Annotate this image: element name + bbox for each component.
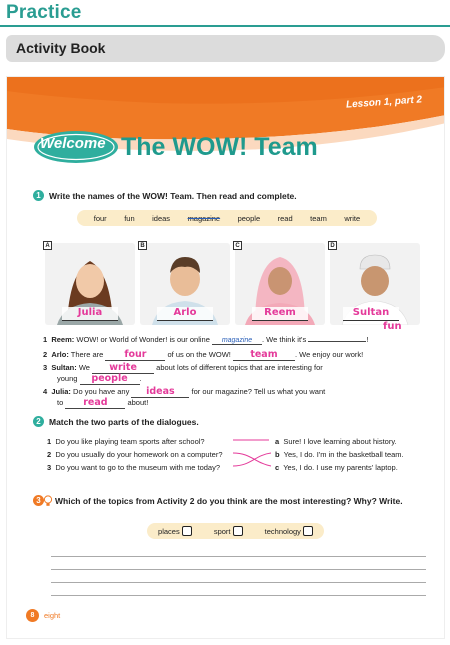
answer-magazine: magazine <box>221 337 253 344</box>
topic-places: places <box>158 526 192 536</box>
photo-letter: B <box>138 241 147 250</box>
match-left-1: 1 Do you like playing team sports after school? <box>47 437 205 446</box>
sentence-2: 2 Arlo: There are four of us on the WOW! team . We enjoy our work! <box>43 349 364 360</box>
writing-line[interactable] <box>51 582 426 583</box>
topic-sport: sport <box>214 526 243 536</box>
page-title: The WOW! Team <box>121 133 318 161</box>
match-lines <box>231 435 277 475</box>
answer-read: read <box>83 397 108 408</box>
match-left-3: 3 Do you want to go to the museum with me today? <box>47 463 221 472</box>
name-answer-reem: Reem <box>252 307 308 321</box>
practice-title: Practice <box>6 2 82 23</box>
topic-checkbox[interactable] <box>233 526 243 536</box>
word-bank-item: people <box>237 213 261 223</box>
answer-team: team <box>250 349 278 360</box>
lightbulb-icon <box>43 495 53 507</box>
word-bank-item: read <box>277 213 293 223</box>
photo-letter: C <box>233 241 242 250</box>
word-bank-item: fun <box>124 213 135 223</box>
word-bank-item: four <box>93 213 107 223</box>
activity-1-number: 1 <box>33 190 44 201</box>
answer-people: people <box>91 373 128 384</box>
writing-line[interactable] <box>51 569 426 570</box>
topics-bank <box>147 523 324 539</box>
answer-four: four <box>124 349 147 360</box>
photo-letter: D <box>328 241 337 250</box>
writing-line[interactable] <box>51 556 426 557</box>
name-answer-arlo: Arlo <box>157 307 213 321</box>
answer-ideas: ideas <box>146 386 175 397</box>
sentence-4: 4 Julia: Do you have any ideas for our magazine? Tell us what you want <box>43 386 326 397</box>
lesson-tag: Lesson 1, part 2 <box>345 94 423 111</box>
welcome-badge-text: Welcome <box>40 135 106 152</box>
match-right-a: a Sure! I love learning about history. <box>275 437 397 446</box>
word-bank <box>77 210 377 226</box>
word-bank-item: ideas <box>152 213 171 223</box>
name-answer-sultan: Sultan <box>343 307 399 321</box>
sentence-3-continued: young people . <box>57 373 142 384</box>
header-divider <box>0 25 450 27</box>
match-right-c: c Yes, I do. I use my parents' laptop. <box>275 463 398 472</box>
topic-checkbox[interactable] <box>303 526 313 536</box>
sentence-3: 3 Sultan: We write about lots of different topics that are interesting for <box>43 362 323 373</box>
activity-2-instruction: Match the two parts of the dialogues. <box>49 417 199 427</box>
activity-book-label: Activity Book <box>16 40 106 56</box>
writing-line[interactable] <box>51 595 426 596</box>
match-left-2: 2 Do you usually do your homework on a computer? <box>47 450 223 459</box>
sentence-4-continued: to read about! <box>57 397 149 408</box>
photo-letter: A <box>43 241 52 250</box>
topic-technology: technology <box>265 526 313 536</box>
word-bank-item: write <box>344 213 361 223</box>
page-number-word: eight <box>44 611 61 620</box>
activity-book-bar <box>6 35 445 62</box>
match-right-b: b Yes, I do. I'm in the basketball team. <box>275 450 404 459</box>
word-bank-item-crossed: magazine <box>187 213 221 223</box>
activity-3-number: 3 <box>33 495 44 506</box>
topic-checkbox[interactable] <box>182 526 192 536</box>
answer-write: write <box>109 362 137 373</box>
workbook-page <box>6 76 445 639</box>
page-number-badge: 8 <box>26 609 39 622</box>
name-answer-julia: Julia <box>62 307 118 321</box>
activity-2-number: 2 <box>33 416 44 427</box>
activity-3-instruction: Which of the topics from Activity 2 do you think are the most interesting? Why? Write. <box>55 496 403 506</box>
word-bank-item: team <box>310 213 327 223</box>
sentence-1: 1 Reem: WOW! or World of Wonder! is our online magazine . We think it's ! <box>43 335 369 344</box>
answer-fun: fun <box>383 321 402 332</box>
activity-1-instruction: Write the names of the WOW! Team. Then read and complete. <box>49 191 297 201</box>
